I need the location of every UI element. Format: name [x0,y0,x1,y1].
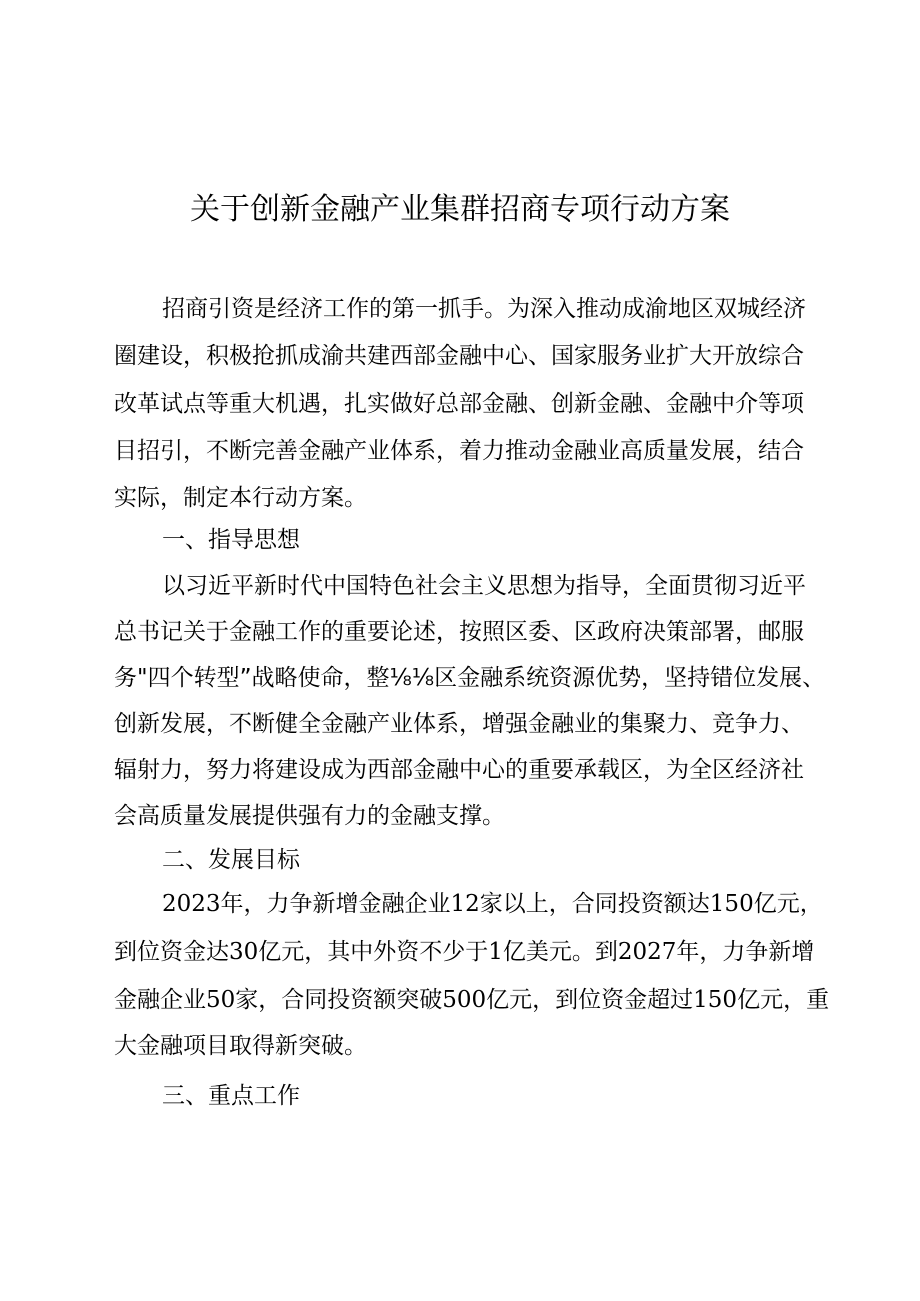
section1-line-4: 创新发展，不断健全金融产业体系，增强金融业的集聚力、竞争力、 [114,711,804,737]
intro-line-5: 实际，制定本行动方案。 [114,485,367,511]
intro-line-1: 招商引资是经济工作的第一抓手。为深入推动成渝地区双城经济 [162,296,806,322]
section2-line-3: 金融企业50家，合同投资额突破500亿元，到位资金超过150亿元，重 [114,987,830,1013]
intro-line-3: 改革试点等重大机遇，扎实做好总部金融、创新金融、金融中介等项 [114,391,804,417]
section2-line-2: 到位资金达30亿元，其中外资不少于1亿美元。到2027年，力争新增 [114,939,815,965]
section2-line-4: 大金融项目取得新突破。 [114,1033,367,1059]
intro-line-4: 目招引，不断完善金融产业体系，着力推动金融业高质量发展，结合 [114,438,804,464]
section2-line-1: 2023年，力争新增金融企业12家以上，合同投资额达150亿元， [162,891,823,917]
section-heading-development-goals: 二、发展目标 [162,847,300,873]
section-heading-key-work: 三、重点工作 [162,1083,300,1109]
section1-line-2: 总书记关于金融工作的重要论述，按照区委、区政府决策部署，邮服 [114,619,804,645]
section1-line-3: 务"四个转型”战略使命，整⅛⅛区金融系统资源优势，坚持错位发展、 [114,665,826,691]
section1-line-6: 会高质量发展提供强有力的金融支撑。 [114,803,505,829]
section1-line-1: 以习近平新时代中国特色社会主义思想为指导，全面贯彻习近平 [162,573,806,599]
document-title: 关于创新金融产业集群招商专项行动方案 [190,192,730,227]
section-heading-guiding-ideology: 一、指导思想 [162,527,300,553]
intro-line-2: 圈建设，积极抢抓成渝共建西部金融中心、国家服务业扩大开放综合 [114,343,804,369]
section1-line-5: 辐射力，努力将建设成为西部金融中心的重要承载区，为全区经济社 [114,757,804,783]
